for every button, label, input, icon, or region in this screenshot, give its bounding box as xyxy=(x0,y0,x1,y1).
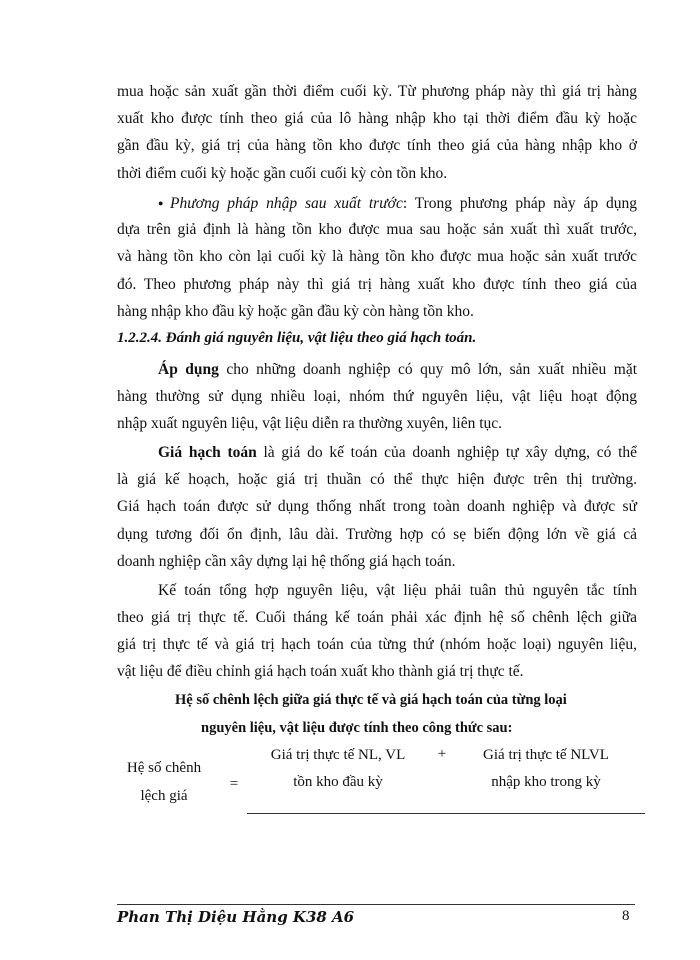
paragraph-line: giá trị thực tế và giá trị hạch toán của từng thứ (nhóm hoặc loại) nguyên liệu, xyxy=(117,636,637,653)
paragraph-line: dựa trên giả định là hàng tồn kho được mua sau hoặc sản xuất thì xuất trước, xyxy=(117,221,637,238)
formula-term: nhập kho trong kỳ xyxy=(491,774,601,790)
section-heading: 1.2.2.4. Đánh giá nguyên liệu, vật liệu theo giá hạch toán. xyxy=(117,330,477,346)
bullet-icon: ● xyxy=(158,198,164,208)
bullet-label: Phương pháp nhập sau xuất trước xyxy=(170,195,403,212)
paragraph-text: cho những doanh nghiệp có quy mô lớn, sản xuất nhiều mặt xyxy=(218,361,637,378)
paragraph-line: vật liệu để điều chỉnh giá hạch toán xuất kho thành giá trị thực tế. xyxy=(117,663,524,680)
page-number: 8 xyxy=(622,908,630,924)
paragraph-line: Giá hạch toán được sử dụng thống nhất trong toàn doanh nghiệp và được sử xyxy=(117,498,637,515)
bullet-line xyxy=(158,193,637,214)
paragraph-line: và hàng tồn kho còn lại cuối kỳ là hàng tồn kho được mua hoặc sản xuất trước xyxy=(117,248,637,265)
formula-term: tồn kho đầu kỳ xyxy=(293,774,383,790)
paragraph-line: mua hoặc sản xuất gần thời điểm cuối kỳ. Từ phương pháp này thì giá trị hàng xyxy=(117,83,637,100)
footer-divider xyxy=(117,904,635,905)
paragraph-line: theo giá trị thực tế. Cuối tháng kế toán phải xác định hệ số chênh lệch giữa xyxy=(117,609,637,626)
paragraph-line: là giá kế hoạch, hoặc giá trị thuần có thể thực hiện được trên thị trường. xyxy=(117,471,637,488)
footer-author: Phan Thị Diệu Hằng K38 A6 xyxy=(117,908,355,926)
paragraph-line: hàng thường sử dụng nhiều loại, nhóm thứ nguyên liệu, vật liệu hoạt động xyxy=(117,388,637,405)
paragraph-line: doanh nghiệp cần xây dựng lại hệ thống giá hạch toán. xyxy=(117,553,456,570)
paragraph-line: thời điểm cuối kỳ hoặc gần cuối cuối kỳ còn tồn kho. xyxy=(117,165,448,182)
formula-title: nguyên liệu, vật liệu được tính theo công thức sau: xyxy=(201,720,513,736)
paragraph-line: Kế toán tổng hợp nguyên liệu, vật liệu phải tuân thủ nguyên tắc tính xyxy=(158,582,637,599)
equals-sign: = xyxy=(229,776,239,792)
fraction-bar xyxy=(247,813,645,814)
paragraph-line xyxy=(158,360,637,380)
paragraph-line xyxy=(158,443,637,463)
formula-term: Giá trị thực tế NLVL xyxy=(483,747,609,763)
formula-term: Giá trị thực tế NL, VL xyxy=(270,747,406,763)
paragraph-line: xuất kho được tính theo giá của lô hàng nhập kho tại thời điểm đầu kỳ hoặc xyxy=(117,110,637,127)
formula-lhs: Hệ số chênh xyxy=(126,760,202,776)
formula-title: Hệ số chênh lệch giữa giá thực tế và giá hạch toán của từng loại xyxy=(175,692,567,708)
bullet-text: : Trong phương pháp này áp dụng xyxy=(402,195,637,212)
term-lead: Áp dụng xyxy=(158,361,219,378)
paragraph-line: hàng nhập kho đầu kỳ hoặc gần đầu kỳ còn hàng tồn kho. xyxy=(117,303,474,320)
paragraph-line: nhập xuất nguyên liệu, vật liệu diễn ra thường xuyên, liên tục. xyxy=(117,415,503,432)
formula-lhs: lệch giá xyxy=(140,788,188,804)
paragraph-line: dụng tương đối ổn định, lâu dài. Trường hợp có sẹ biến động lớn về giá cả xyxy=(117,526,637,543)
paragraph-line: đó. Theo phương pháp này thì giá trị hàng xuất kho được tính theo giá của xyxy=(117,276,637,293)
paragraph-line: gần đầu kỳ, giá trị của hàng tồn kho được tính theo giá của hàng nhập kho ở xyxy=(117,137,637,154)
plus-sign: + xyxy=(437,746,447,762)
term-lead: Giá hạch toán xyxy=(158,444,257,461)
paragraph-text: là giá do kế toán của doanh nghiệp tự xây dựng, có thể xyxy=(256,444,638,461)
